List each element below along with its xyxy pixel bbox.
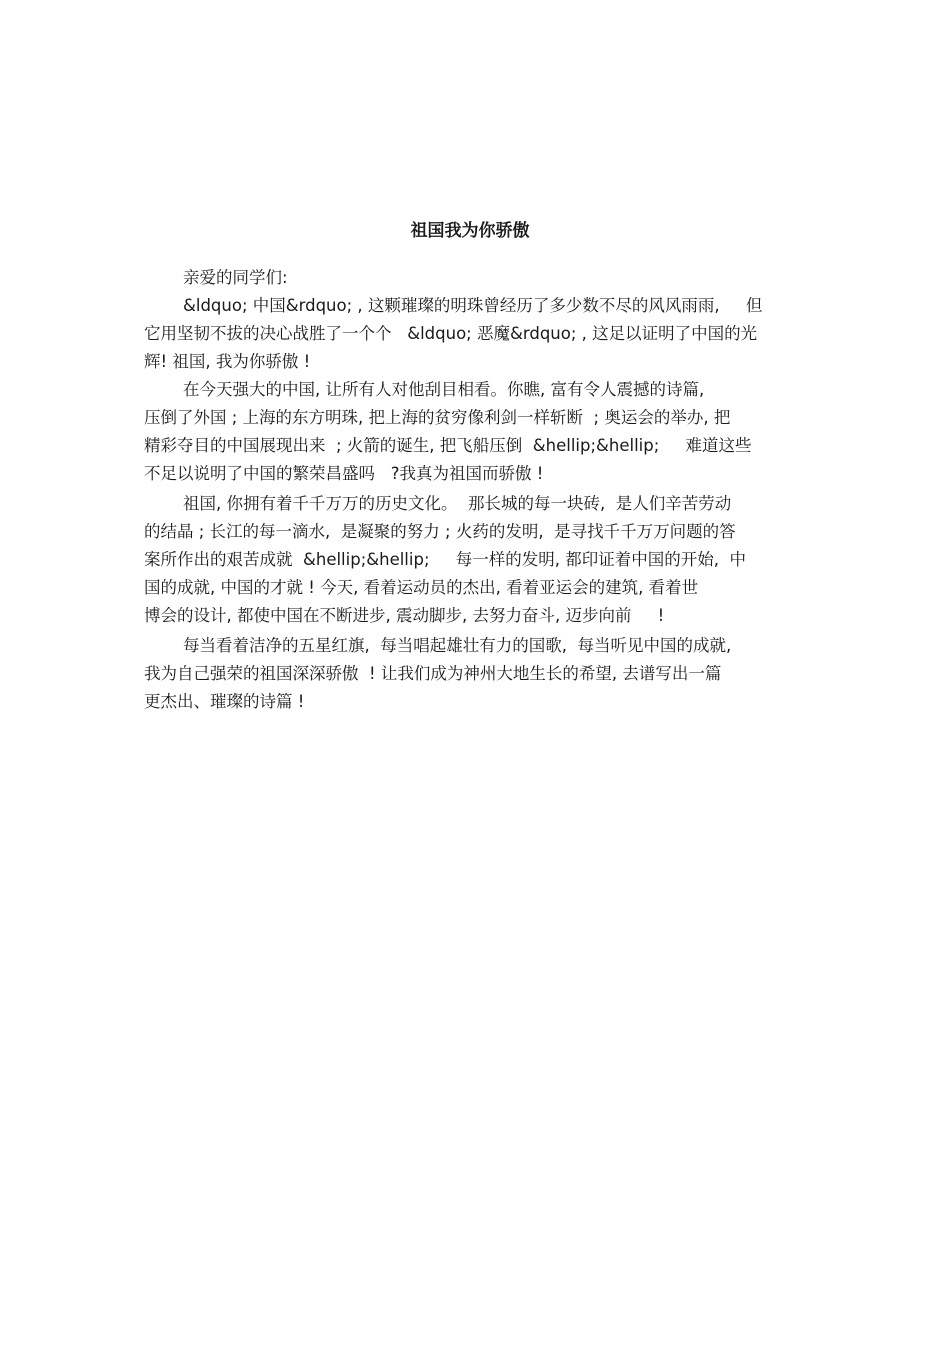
paragraph-4-line-1: 每当看着洁净的五星红旗, 每当唱起雄壮有力的国歌, 每当听见中国的成就,: [183, 636, 732, 655]
paragraph-3-line-5: 博会的设计, 都使中国在不断进步, 震动脚步, 去努力奋斗, 迈步向前 !: [144, 606, 665, 625]
paragraph-3-line-2: 的结晶 ; 长江的每一滴水, 是凝聚的努力 ; 火药的发明, 是寻找千千万万问题的答: [144, 522, 736, 541]
paragraph-4-line-2: 我为自己强荣的祖国深深骄傲 ! 让我们成为神州大地生长的希望, 去谱写出一篇: [144, 664, 722, 683]
paragraph-1-line-1: &ldquo; 中国&rdquo; , 这颗璀璨的明珠曾经历了多少数不尽的风风雨雨, 但: [183, 296, 763, 315]
paragraph-2-line-3: 精彩夺目的中国展现出来 ; 火箭的诞生, 把飞船压倒 &hellip;&hellip; 难道这些: [144, 436, 752, 455]
paragraph-1-line-2: 它用坚韧不拔的决心战胜了一个个 &ldquo; 恶魔&rdquo; , 这足以证明了中国的光: [144, 324, 758, 343]
paragraph-2-line-2: 压倒了外国 ; 上海的东方明珠, 把上海的贫穷像利剑一样斩断 ; 奥运会的举办, 把: [144, 408, 731, 427]
paragraph-3-line-4: 国的成就, 中国的才就 ! 今天, 看着运动员的杰出, 看着亚运会的建筑, 看着世: [144, 578, 699, 597]
paragraph-3-line-1: 祖国, 你拥有着千千万万的历史文化。 那长城的每一块砖, 是人们辛苦劳动: [183, 494, 732, 513]
page-title: 祖国我为你骄傲: [410, 221, 530, 241]
paragraph-2-line-4: 不足以说明了中国的繁荣昌盛吗 ?我真为祖国而骄傲 !: [144, 464, 544, 483]
paragraph-3-line-3: 案所作出的艰苦成就 &hellip;&hellip; 每一样的发明, 都印证着中国的开始, 中: [144, 550, 746, 569]
paragraph-2-line-1: 在今天强大的中国, 让所有人对他刮目相看。你瞧, 富有令人震撼的诗篇,: [183, 380, 705, 399]
paragraph-1-line-3: 辉! 祖国, 我为你骄傲 !: [144, 352, 311, 371]
paragraph-4-line-3: 更杰出、璀璨的诗篇 !: [144, 692, 305, 711]
salutation-line: 亲爱的同学们:: [183, 268, 288, 287]
